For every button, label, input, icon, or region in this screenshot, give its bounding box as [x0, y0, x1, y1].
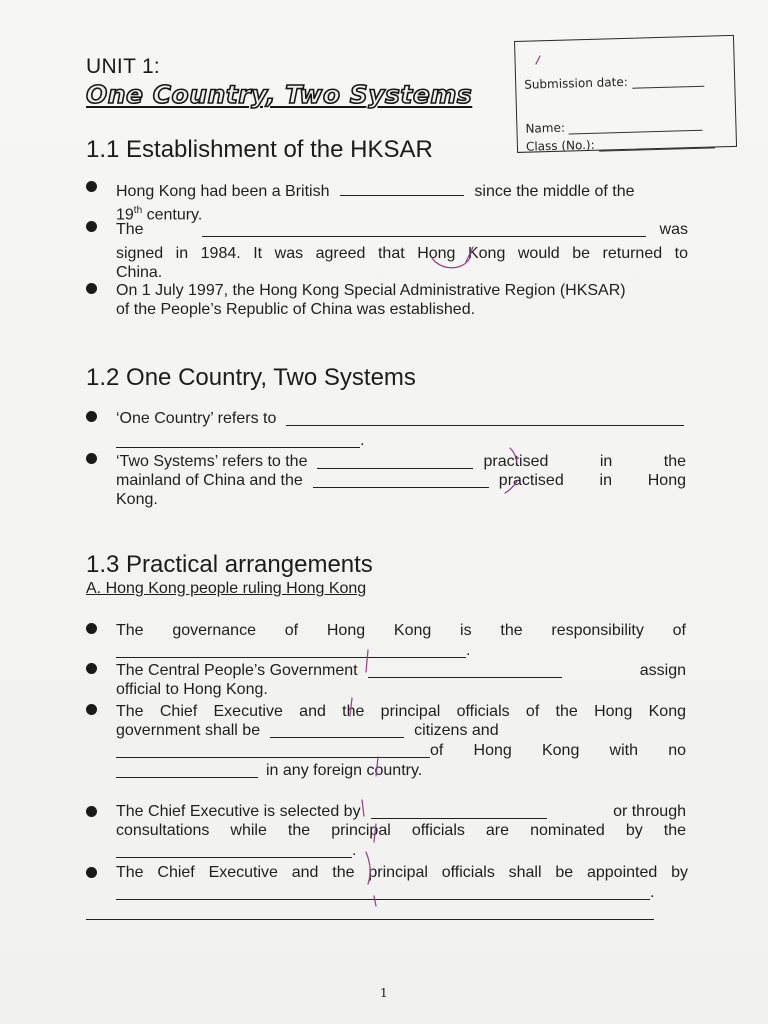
name-field[interactable]: [569, 130, 703, 135]
section-1-1-item-1: [116, 181, 688, 224]
unit-label: UNIT 1:: [86, 55, 161, 78]
blank-field[interactable]: [116, 447, 360, 448]
section-1-3-item-1: [116, 621, 686, 660]
submission-date-row: [524, 73, 704, 92]
item-line: [116, 428, 688, 450]
item-line: [116, 409, 688, 428]
name-row: [525, 117, 703, 136]
bullet-dot: [86, 663, 97, 674]
item-text: The Central People’s Government: [116, 662, 358, 679]
item-line: [116, 661, 686, 680]
class-row: [526, 134, 715, 153]
item-text: government shall be: [116, 722, 261, 739]
item-text: Kong.: [116, 491, 158, 508]
item-text: in any foreign country.: [266, 762, 423, 779]
section-1-3-item-2: [116, 661, 686, 699]
item-line: [116, 882, 688, 902]
item-text: practised in Hong: [498, 472, 686, 489]
blank-field[interactable]: [116, 757, 430, 758]
bullet-dot: [86, 221, 97, 232]
bullet-dot: [86, 704, 97, 715]
blank-field[interactable]: [270, 737, 404, 738]
class-field[interactable]: [599, 147, 715, 151]
blank-field[interactable]: [116, 857, 352, 858]
blank-field[interactable]: [368, 677, 562, 678]
section-1-1-item-3: [116, 281, 688, 319]
submission-date-label: Submission date:: [524, 74, 628, 92]
item-line: [116, 802, 686, 821]
name-label: Name:: [525, 120, 566, 136]
section-1-1-item-2: [116, 220, 688, 282]
bullet-dot: [86, 623, 97, 634]
item-text: ‘One Country’ refers to: [116, 410, 277, 427]
item-line: [116, 721, 686, 740]
item-text: China.: [116, 264, 163, 281]
item-text: On 1 July 1997, the Hong Kong Special Administrative Region (HKSAR): [116, 282, 626, 299]
item-text: The Chief Executive and the principal officials of the Hong Kong: [116, 703, 686, 720]
bullet-dot: [86, 806, 97, 817]
section-1-3-heading: 1.3 Practical arrangements: [86, 551, 373, 578]
item-text: .: [466, 642, 471, 659]
item-text: The Chief Executive and the principal officials shall be appointed by: [116, 864, 688, 881]
item-text: mainland of China and the: [116, 472, 303, 489]
item-line: [116, 220, 688, 239]
item-line: [116, 760, 686, 780]
blank-field[interactable]: [116, 657, 466, 658]
item-line: [116, 840, 686, 860]
blank-field[interactable]: [317, 468, 473, 469]
submission-date-field[interactable]: [632, 86, 704, 89]
submission-box: [514, 35, 737, 153]
item-text: assign: [639, 662, 686, 679]
section-1-2-item-2: [116, 452, 686, 509]
item-line: [116, 740, 686, 760]
item-text: The governance of Hong Kong is the responsibility of: [116, 622, 686, 639]
bullet-dot: [86, 411, 97, 422]
item-text: .: [360, 432, 365, 449]
item-text: or through: [613, 803, 686, 820]
item-text: practised in the: [483, 453, 686, 470]
item-text: century.: [142, 206, 203, 224]
blank-field[interactable]: [116, 899, 650, 900]
item-line: [116, 452, 686, 471]
blank-field[interactable]: [286, 425, 684, 426]
blank-field[interactable]: [202, 236, 646, 237]
class-label: Class (No.):: [525, 137, 595, 154]
item-line: [116, 640, 686, 660]
superscript: th: [133, 205, 143, 216]
unit-title: One Country, Two Systems: [86, 80, 473, 109]
section-1-3-item-3: [116, 702, 686, 780]
section-1-3-subheading: A. Hong Kong people ruling Hong Kong: [86, 580, 367, 597]
blank-field[interactable]: [371, 818, 547, 819]
item-text: The Chief Executive is selected by: [116, 803, 361, 820]
item-line: [116, 471, 686, 490]
extra-answer-line[interactable]: [86, 919, 654, 920]
section-1-2-item-1: [116, 409, 688, 450]
item-text: signed in 1984. It was agreed that Hong Kong would be returned to: [116, 245, 688, 262]
item-text: .: [650, 884, 655, 901]
item-text: official to Hong Kong.: [116, 681, 268, 698]
item-text: ‘Two Systems’ refers to the: [116, 453, 308, 470]
bullet-dot: [86, 181, 97, 192]
item-text: consultations while the principal officials are nominated by the: [116, 822, 686, 839]
item-text: of the People’s Republic of China was established.: [116, 301, 476, 318]
item-text: .: [352, 842, 357, 859]
blank-field[interactable]: [340, 181, 464, 196]
section-1-3-item-5: [116, 863, 688, 902]
bullet-dot: [86, 283, 97, 294]
item-text: 19: [116, 206, 134, 224]
item-text: of Hong Kong with no: [430, 742, 686, 759]
blank-field[interactable]: [313, 487, 489, 488]
blank-field[interactable]: [116, 777, 258, 778]
item-text: was: [659, 221, 688, 238]
item-text: The: [116, 221, 144, 238]
section-1-1-heading: 1.1 Establishment of the HKSAR: [86, 136, 433, 163]
bullet-dot: [86, 867, 97, 878]
bullet-dot: [86, 453, 97, 464]
item-text: citizens and: [414, 722, 499, 739]
section-1-2-heading: 1.2 One Country, Two Systems: [86, 364, 416, 391]
section-1-3-item-4: [116, 802, 686, 860]
item-text: since the middle of the: [474, 183, 635, 200]
page-number: 1: [380, 986, 388, 1000]
item-text: Hong Kong had been a British: [116, 183, 330, 200]
